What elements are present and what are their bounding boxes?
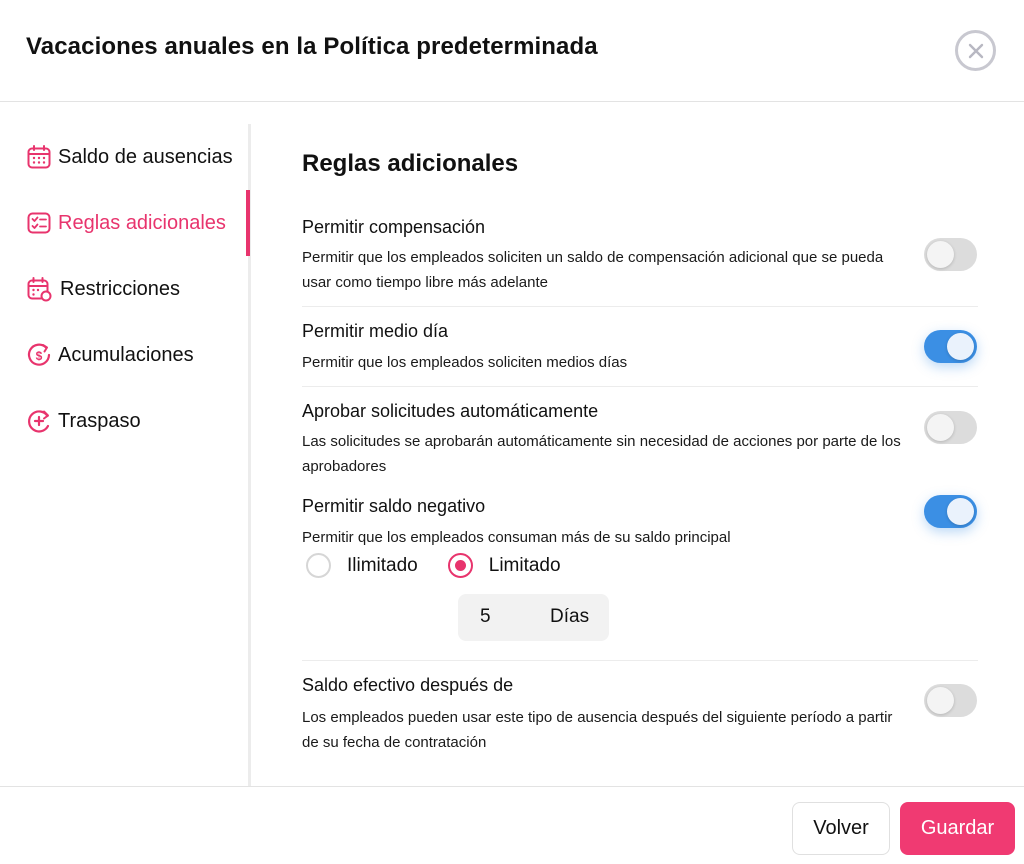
toggle-knob xyxy=(947,333,974,360)
radio-label: Ilimitado xyxy=(347,554,418,576)
close-button[interactable] xyxy=(955,30,996,71)
effective-balance-toggle[interactable] xyxy=(924,684,977,717)
close-icon xyxy=(967,42,985,60)
dialog-title: Vacaciones anuales en la Política predeterminada xyxy=(26,33,598,60)
dollar-cycle-icon xyxy=(26,342,52,368)
active-indicator xyxy=(246,190,250,256)
save-button[interactable]: Guardar xyxy=(900,802,1015,855)
rule-title: Aprobar solicitudes automáticamente xyxy=(302,401,599,421)
back-button[interactable]: Volver xyxy=(792,802,890,855)
sidebar-item-restricciones[interactable] xyxy=(26,269,180,309)
divider xyxy=(302,306,978,307)
section-title: Reglas adicionales xyxy=(302,150,519,177)
sidebar-item-label: Reglas adicionales xyxy=(58,211,226,234)
svg-text:$: $ xyxy=(35,349,43,363)
rule-description: Permitir que los empleados soliciten medios días xyxy=(302,354,628,371)
compensation-toggle[interactable] xyxy=(924,238,977,271)
days-unit: Días xyxy=(550,606,590,627)
days-input[interactable] xyxy=(458,594,609,641)
sidebar-item-acumulaciones[interactable] xyxy=(26,335,194,375)
negative-balance-toggle[interactable] xyxy=(924,495,977,528)
rule-title: Saldo efectivo después de xyxy=(302,675,514,695)
negative-balance-radio-group xyxy=(306,553,561,578)
dialog-header xyxy=(0,0,1024,102)
sidebar-item-saldo[interactable] xyxy=(26,137,233,177)
plus-cycle-icon xyxy=(26,408,52,434)
radio-label: Limitado xyxy=(488,554,561,576)
days-value: 5 xyxy=(480,606,491,627)
calendar-restriction-icon xyxy=(26,276,52,302)
toggle-knob xyxy=(927,414,954,441)
toggle-knob xyxy=(927,687,954,714)
rule-description: Permitir que los empleados soliciten un saldo de compensación adicional que se pueda usar como tiempo libre más adelante xyxy=(302,249,884,291)
calendar-grid-icon xyxy=(26,144,52,170)
rule-title: Permitir medio día xyxy=(302,321,449,341)
rule-title: Permitir saldo negativo xyxy=(302,496,486,516)
toggle-knob xyxy=(927,241,954,268)
radio-unlimited[interactable] xyxy=(306,553,418,578)
checklist-icon xyxy=(26,210,52,236)
sidebar-item-label: Saldo de ausencias xyxy=(58,145,233,168)
sidebar-item-label: Traspaso xyxy=(58,409,141,432)
sidebar-item-label: Acumulaciones xyxy=(58,343,194,366)
sidebar-item-traspaso[interactable] xyxy=(26,401,141,441)
rule-description: Las solicitudes se aprobarán automáticamente sin necesidad de acciones por parte de los aprobadores xyxy=(302,433,901,475)
toggle-knob xyxy=(947,498,974,525)
rule-title: Permitir compensación xyxy=(302,217,486,237)
divider xyxy=(302,386,978,387)
rule-description: Permitir que los empleados consuman más de su saldo principal xyxy=(302,529,731,546)
sidebar-item-label: Restricciones xyxy=(60,277,181,300)
radio-circle xyxy=(306,553,331,578)
radio-circle xyxy=(448,553,473,578)
sidebar-item-reglas[interactable] xyxy=(26,203,226,243)
rule-description: Los empleados pueden usar este tipo de ausencia después del siguiente período a partir de su fecha de contratación xyxy=(302,709,893,751)
radio-limited[interactable] xyxy=(448,553,561,578)
auto-approve-toggle[interactable] xyxy=(924,411,977,444)
half-day-toggle[interactable] xyxy=(924,330,977,363)
divider xyxy=(302,660,978,661)
